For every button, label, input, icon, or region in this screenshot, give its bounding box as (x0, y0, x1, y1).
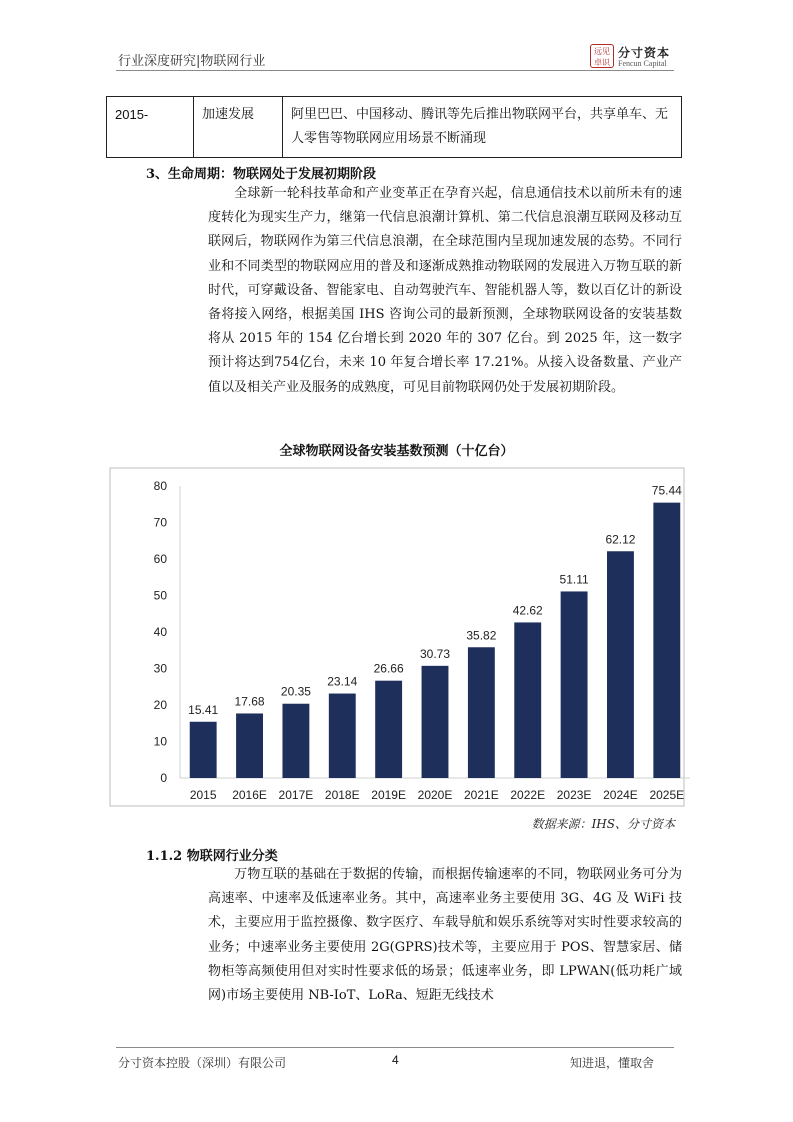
bar (607, 551, 634, 778)
x-tick-label: 2024E (603, 788, 638, 802)
bar (514, 622, 541, 778)
bar (468, 647, 495, 778)
y-tick-label: 0 (160, 771, 167, 785)
x-tick-label: 2017E (278, 788, 314, 802)
y-tick-label: 50 (153, 588, 167, 603)
bar-value-label: 15.41 (188, 702, 219, 717)
y-tick-label: 60 (153, 552, 167, 566)
bar-value-label: 23.14 (327, 674, 358, 689)
bar-value-label: 17.68 (234, 694, 265, 709)
logo-name-en: Fencun Capital (618, 59, 667, 68)
paragraph-text: 万物互联的基础在于数据的传输，而根据传输速率的不同，物联网业务可分为高速率、中速率及低速率业务。其中，高速率业务主要使用 3G、4G 及 WiFi 技术，主要应用于监控摄像、数字医疗、车载导航和娱乐系统等对实时性要求较高的业务；中速率业务主要使用 2G(GPRS)技术等，主要应用于 POS、智慧家居、储物柜等高频使用但对实时性要求低的场景；低速率业务，即 LPWAN(低功耗广域网)市场主要使用 NB-IoT、LoRa、短距无线技术 (208, 867, 682, 1004)
bar (190, 722, 217, 778)
footer-company: 分寸资本控股（深圳）有限公司 (118, 1056, 287, 1070)
table-cell-description: 阿里巴巴、中国移动、腾讯等先后推出物联网平台，共享单车、无人零售等物联网应用场景不断涌现 (283, 97, 682, 158)
y-tick-label: 40 (153, 625, 167, 639)
section-heading: 3、生命周期：物联网处于发展初期阶段 (146, 167, 377, 182)
bar-value-label: 35.82 (466, 628, 497, 643)
bar (422, 666, 449, 778)
x-tick-label: 2016E (232, 788, 267, 802)
bar-value-label: 42.62 (512, 603, 543, 618)
y-tick-label: 10 (153, 734, 167, 749)
x-tick-label: 2022E (510, 788, 546, 802)
x-tick-label: 2023E (556, 788, 592, 802)
bar-value-label: 51.11 (559, 572, 589, 587)
bar-value-label: 62.12 (605, 532, 636, 547)
x-tick-label: 2015 (189, 788, 217, 802)
logo-seal-icon: 远见卓识 (590, 44, 614, 68)
bar (375, 681, 402, 778)
bar-value-label: 26.66 (373, 661, 404, 676)
bar (653, 503, 680, 778)
footer-divider (116, 1047, 674, 1048)
x-tick-label: 2021E (464, 788, 499, 802)
section-paragraph-112 (208, 863, 682, 1008)
bar-value-label: 20.35 (280, 684, 311, 699)
table-cell-stage: 加速发展 (194, 97, 283, 158)
table-cell-year: 2015- (107, 97, 194, 158)
y-tick-label: 70 (153, 515, 167, 530)
y-tick-label: 80 (153, 479, 167, 493)
x-tick-label: 2018E (324, 788, 360, 802)
x-tick-label: 2020E (417, 788, 453, 802)
x-tick-label: 2025E (649, 788, 685, 802)
chart-title: 全球物联网设备安装基数预测（十亿台） (279, 444, 514, 459)
bar-value-label: 30.73 (419, 646, 451, 661)
header-title: 行业深度研究|物联网行业 (118, 54, 266, 69)
bar (282, 704, 309, 778)
source-note: 数据来源：IHS、分寸资本 (531, 817, 675, 831)
y-tick-label: 30 (153, 661, 167, 676)
footer-slogan: 知进退，懂取舍 (570, 1056, 655, 1070)
bar (561, 591, 588, 778)
page-number: 4 (392, 1053, 399, 1067)
logo-name-cn: 分寸资本 (618, 46, 671, 60)
x-tick-label: 2019E (371, 788, 406, 802)
section-heading-112: 1.1.2 物联网行业分类 (146, 849, 278, 864)
bar (236, 713, 263, 778)
y-tick-label: 20 (153, 698, 167, 712)
bar-value-label: 75.44 (651, 483, 682, 498)
paragraph-text: 全球新一轮科技革命和产业变革正在孕育兴起，信息通信技术以前所未有的速度转化为现实生产力，继第一代信息浪潮计算机、第二代信息浪潮互联网及移动互联网后，物联网作为第三代信息浪潮，在全球范围内呈现加速发展的态势。不同行业和不同类型的物联网应用的普及和逐渐成熟推动物联网的发展进入万物互联的新时代，可穿戴设备、智能家电、自动驾驶汽车、智能机器人等，数以百亿计的新设备将接入网络，根据美国 IHS 咨询公司的最新预测，全球物联网设备的安装基数将从 2015 年的 154 亿台增长到 2020 年的 307 亿台。到 2025 年，这一数字预计将达到754亿台，未来 10 年复合增长率 17.21%。从接入设备数量、产业产值以及相关产业及服务的成熟度，可见目前物联网仍处于发展初期阶段。 (208, 186, 682, 395)
bar (329, 694, 356, 778)
